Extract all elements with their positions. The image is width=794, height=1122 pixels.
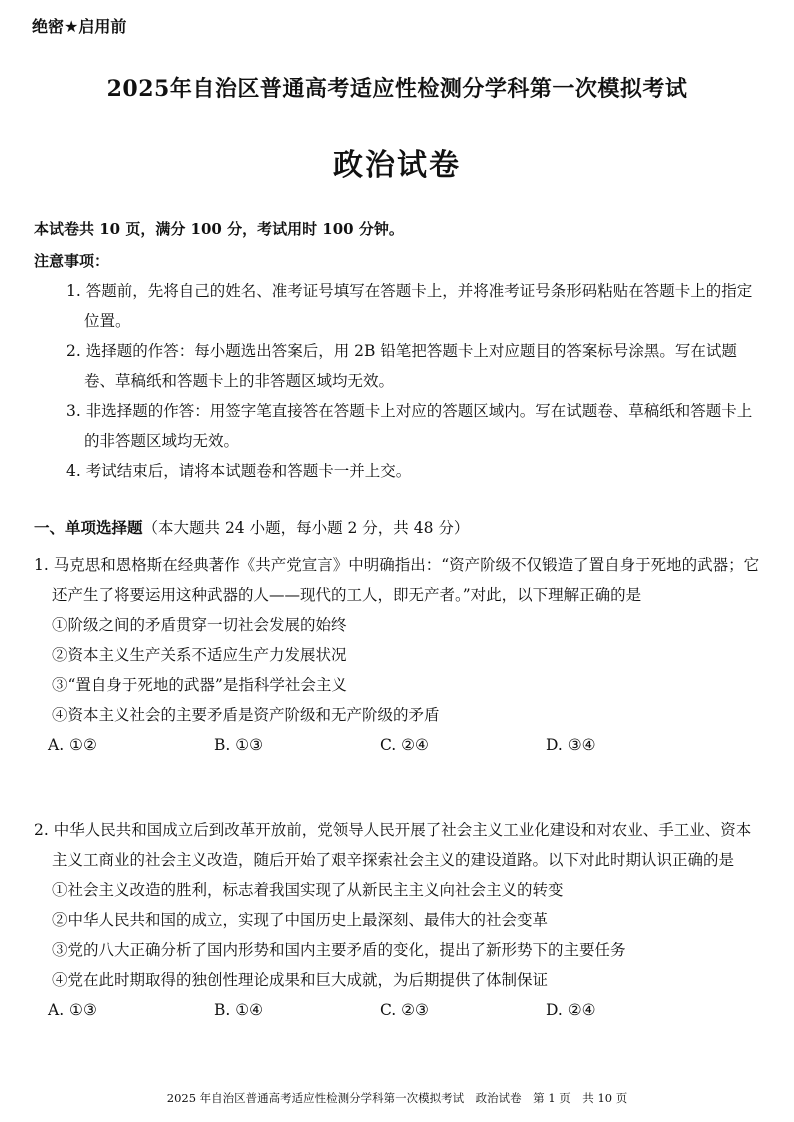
statement-item: ①社会主义改造的胜利，标志着我国实现了从新民主主义向社会主义的转变 <box>52 881 564 899</box>
statement-item: ④党在此时期取得的独创性理论成果和巨大成就，为后期提供了体制保证 <box>52 971 549 989</box>
secret-label: 绝密★启用前 <box>32 17 127 36</box>
note-item: 3. 非选择题的作答：用签字笔直接答在答题卡上对应的答题区域内。写在试题卷、草稿纸和答题卡上的非答题区域均无效。 <box>66 402 753 450</box>
statement-item: ③“置自身于死地的武器”是指科学社会主义 <box>52 676 347 694</box>
statement-item: ③党的八大正确分析了国内形势和国内主要矛盾的变化，提出了新形势下的主要任务 <box>52 941 626 959</box>
exam-subtitle: 政治试卷 <box>333 148 461 183</box>
note-item: 4. 考试结束后，请将本试题卷和答题卡一并上交。 <box>66 462 412 480</box>
exam-info: 本试卷共 10 页，满分 100 分，考试用时 100 分钟。 <box>34 220 404 238</box>
choice-d: D. ③④ <box>546 736 596 754</box>
notes-title: 注意事项： <box>34 252 110 270</box>
section-heading <box>34 516 469 538</box>
question-stem: 2. 中华人民共和国成立后到改革开放前，党领导人民开展了社会主义工业化建设和对农业、手工业、资本主义工商业的社会主义改造，随后开始了艰辛探索社会主义的建设道路。以下对此时期认识正确的是 <box>34 821 752 869</box>
section-label: 一、单项选择题 <box>34 518 143 537</box>
answer-choices <box>34 730 766 760</box>
statement-item: ①阶级之间的矛盾贯穿一切社会发展的始终 <box>52 616 347 634</box>
statement-item: ②资本主义生产关系不适应生产力发展状况 <box>52 646 347 664</box>
page-footer: 2025 年自治区普通高考适应性检测分学科第一次模拟考试 政治试卷 第 1 页 共 10 页 <box>166 1091 628 1105</box>
answer-choices <box>34 995 766 1025</box>
notes-list <box>66 276 762 486</box>
statement-item: ④资本主义社会的主要矛盾是资产阶级和无产阶级的矛盾 <box>52 706 440 724</box>
question-1 <box>34 550 766 760</box>
choice-a: A. ①② <box>48 736 97 754</box>
note-item: 2. 选择题的作答：每小题选出答案后，用 2B 铅笔把答题卡上对应题目的答案标号涂黑。写在试题卷、草稿纸和答题卡上的非答题区域均无效。 <box>66 342 737 390</box>
question-2 <box>34 815 766 1025</box>
exam-title: 2025年自治区普通高考适应性检测分学科第一次模拟考试 <box>106 76 688 102</box>
statement-item: ②中华人民共和国的成立，实现了中国历史上最深刻、最伟大的社会变革 <box>52 911 549 929</box>
question-stem: 1. 马克思和恩格斯在经典著作《共产党宣言》中明确指出：“资产阶级不仅锻造了置自身于死地的武器；它还产生了将要运用这种武器的人——现代的工人，即无产者。”对此，以下理解正确的是 <box>34 556 760 604</box>
choice-b: B. ①④ <box>214 1001 264 1019</box>
note-item: 1. 答题前，先将自己的姓名、准考证号填写在答题卡上，并将准考证号条形码粘贴在答题卡上的指定位置。 <box>66 282 753 330</box>
choice-d: D. ②④ <box>546 1001 596 1019</box>
choice-c: C. ②③ <box>380 1001 429 1019</box>
choice-c: C. ②④ <box>380 736 429 754</box>
section-desc: （本大题共 24 小题，每小题 2 分，共 48 分） <box>142 519 470 537</box>
choice-b: B. ①③ <box>214 736 264 754</box>
choice-a: A. ①③ <box>48 1001 97 1019</box>
